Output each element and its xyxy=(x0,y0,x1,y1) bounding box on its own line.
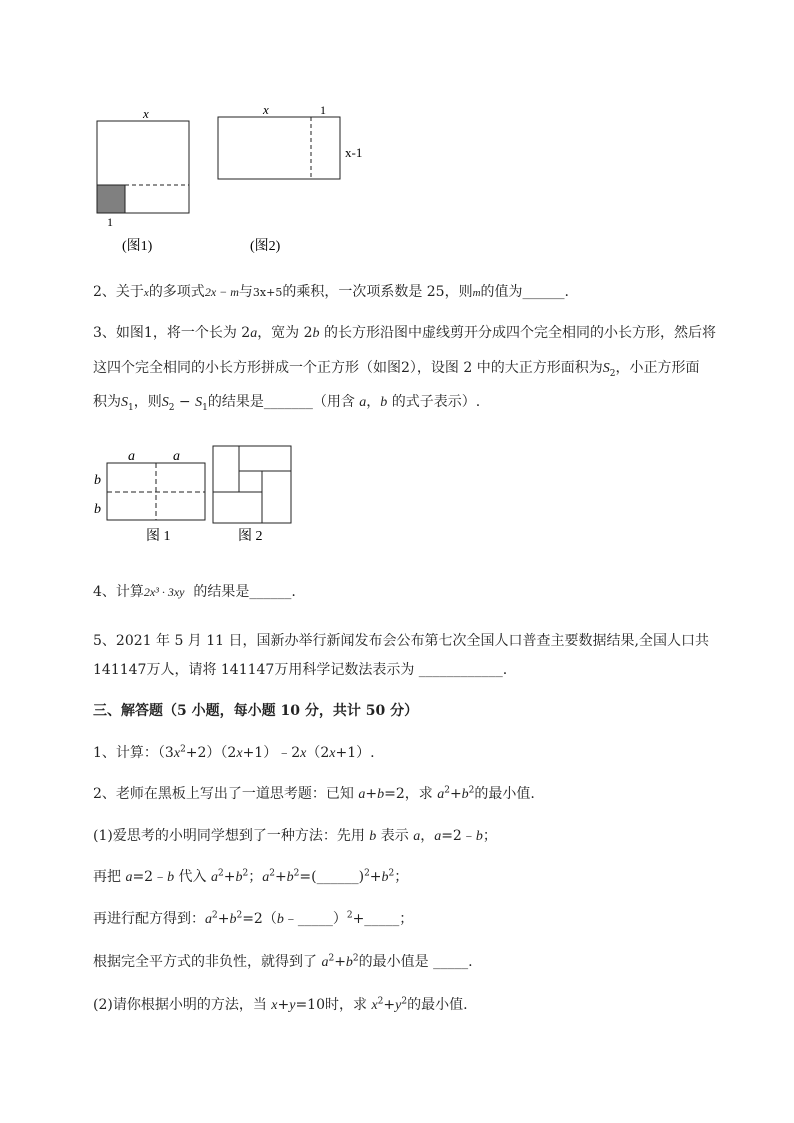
mid-fig2-outer xyxy=(213,446,291,523)
question-3-line-1: 3、如图1，将一个长为 2a，宽为 2b 的长方形沿图中虚线剪开分成四个完全相同的小长方形，然后将 xyxy=(93,325,716,341)
mid-fig1-label-b1: b xyxy=(94,473,101,488)
question-5-line-1: 5、2021 年 5 月 11 日，国新办举行新闻发布会公布第七次全国人口普查主要数据结果,全国人口共 xyxy=(93,633,709,649)
figure-1-and-2 xyxy=(0,0,794,270)
mid-fig2-caption: 图 2 xyxy=(238,529,263,544)
fig2-label-1: 1 xyxy=(320,103,326,117)
fig1-label-x: x xyxy=(143,106,149,121)
fig2-caption: (图2) xyxy=(250,239,281,254)
section-3-title: 三、解答题（5 小题，每小题 10 分，共计 50 分） xyxy=(93,703,419,719)
fig2-label-x: x xyxy=(263,102,269,117)
answer-question-2-part-5: (2)请你根据小明的方法，当 x+y=10时，求 $x^2+y^2$的最小值. xyxy=(93,996,468,1013)
fig1-shaded-square xyxy=(97,185,125,213)
question-5-line-2: 141147万人，请将 141147万用科学记数法表示为 ____________. xyxy=(93,662,508,678)
mid-fig1-label-b2: b xyxy=(94,502,101,517)
fig1-caption: (图1) xyxy=(122,239,153,254)
figure-2 xyxy=(218,102,362,254)
question-4: 4、计算2x³ · 3xy 的结果是______. xyxy=(93,584,296,600)
answer-question-2: 2、老师在黑板上写出了一道思考题：已知 a+b=2，求 $a^2+b^2$的最小值. xyxy=(93,785,535,802)
answer-question-1: 1、计算：$(3x^2+2)(2x+1)﹣2x(2x+1)$. xyxy=(93,744,375,761)
fig2-rect xyxy=(218,117,340,179)
answer-question-2-part-2: 再把 a=2﹣b 代入 $a^2+b^2$；$a^2+b^2=(\_\_\_\_\_\_)^2+b^2$； xyxy=(93,868,409,885)
figure-rectangles xyxy=(0,440,794,550)
question-3-line-3: 积为$S_1$，则$S_2 - S_1$的结果是_______（用含 a，b 的式子表示）. xyxy=(93,394,481,413)
question-3-line-2: 这四个完全相同的小长方形拼成一个正方形（如图2），设图 2 中的大正方形面积为$S_2$，小正方形面 xyxy=(93,360,700,379)
fig2-label-side: x-1 xyxy=(345,145,363,160)
question-2: 2、关于x的多项式2x − m与3x+5的乘积，一次项系数是 25，则m的值为______. xyxy=(93,284,569,300)
answer-question-2-part-3: 再进行配方得到：$a^2+b^2=2(b﹣\_\_\_\_\_)^2+\_\_\_\_\_$； xyxy=(93,910,414,927)
fig1-label-1: 1 xyxy=(107,215,113,229)
mid-figure-1 xyxy=(94,449,205,544)
answer-question-2-part-4: 根据完全平方式的非负性，就得到了 $a^2+b^2$的最小值是 _____. xyxy=(93,953,473,970)
figure-1 xyxy=(97,106,189,254)
answer-question-2-part-1: (1)爱思考的小明同学想到了一种方法：先用 b 表示 a，a=2﹣b； xyxy=(93,828,497,844)
mid-fig1-label-a2: a xyxy=(173,449,180,464)
mid-fig1-label-a1: a xyxy=(128,449,135,464)
mid-fig1-caption: 图 1 xyxy=(146,529,171,544)
mid-figure-2 xyxy=(213,446,291,544)
